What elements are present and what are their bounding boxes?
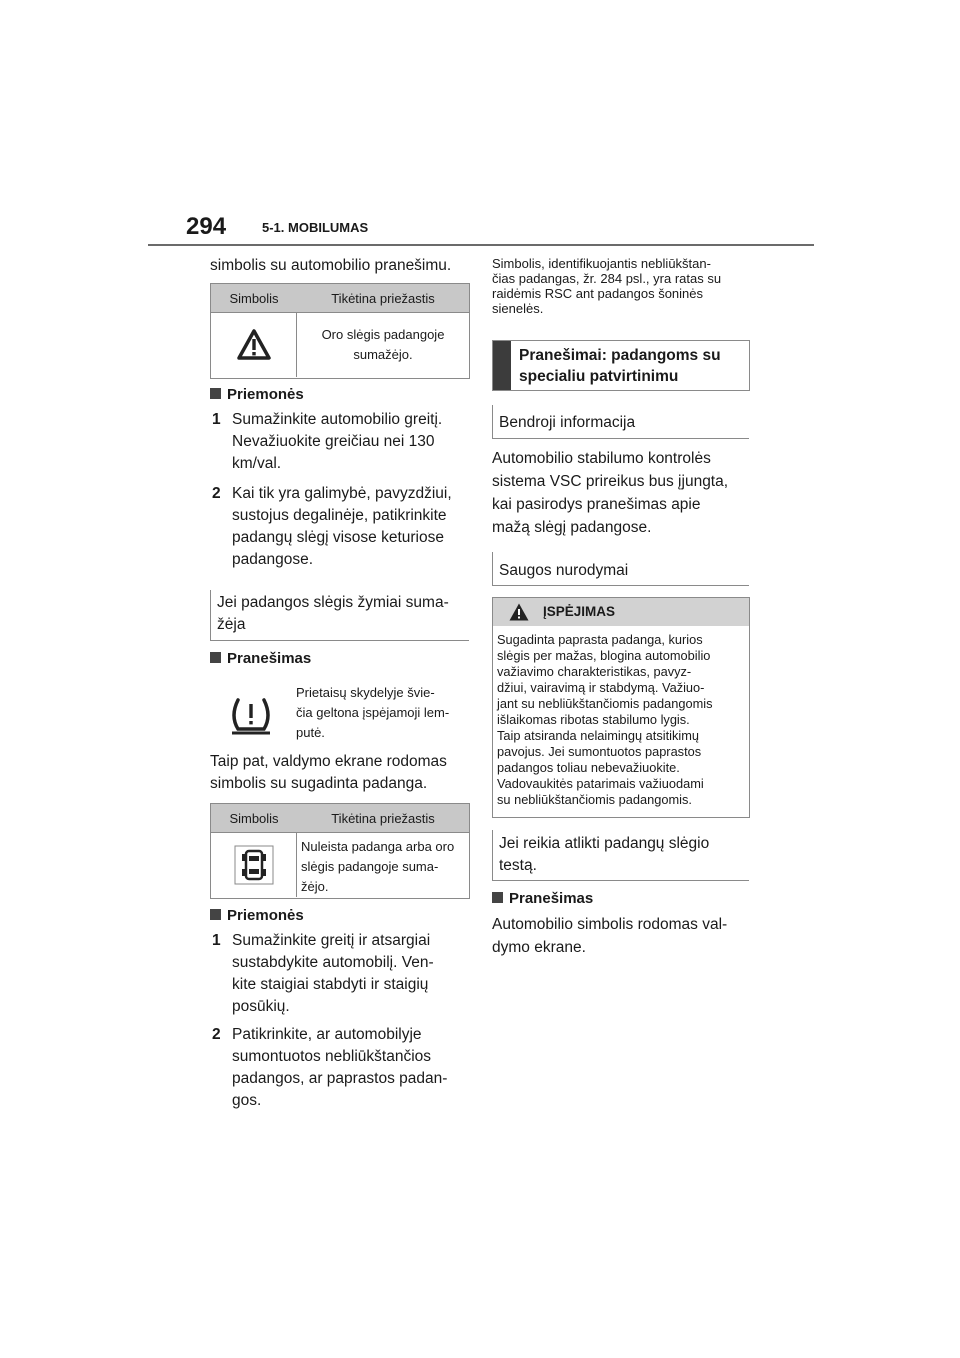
- pressure-test-title: [499, 833, 709, 877]
- warning-line: slėgis per mažas, blogina automobilio: [497, 648, 711, 663]
- step-line: Nevažiuokite greičiau nei 130: [232, 433, 435, 450]
- symbol-table-1: [210, 283, 470, 379]
- warning-header: [493, 598, 749, 626]
- section-title: 5-1. MOBILUMAS: [262, 220, 369, 235]
- paragraph-line: Automobilio simbolis rodomas val-: [492, 916, 728, 933]
- symbol-table-2: [210, 803, 470, 899]
- bullet-square: [210, 652, 221, 663]
- rsc-intro: [492, 256, 721, 316]
- symbol-cell: [211, 833, 297, 897]
- warning-line: važiavimo charakteristikas, pavyz-: [497, 664, 692, 679]
- measures-heading: [210, 386, 304, 403]
- step-1: [212, 930, 472, 1022]
- measures-heading-text: Priemonės: [227, 386, 304, 403]
- message-line: putė.: [296, 725, 325, 740]
- intro-line: simbolis su automobilio pranešimu.: [210, 257, 452, 274]
- paragraph-line: sienelės.: [492, 301, 544, 316]
- message-heading: [492, 890, 593, 907]
- bullet-square: [210, 388, 221, 399]
- title-line: Jei padangos slėgis žymiai suma-: [217, 594, 449, 611]
- section-bar: [493, 341, 511, 390]
- section-title-box: [492, 340, 750, 391]
- warning-line: Vadovaukitės patarimais važiuodami: [497, 776, 704, 791]
- paragraph-line: kai pasirodys pranešimas apie: [492, 496, 701, 513]
- step-line: padangos, ar paprastos padan-: [232, 1070, 448, 1087]
- symbol-cell: [211, 313, 297, 377]
- paragraph-line: čias padangas, žr. 284 psl., yra ratas su: [492, 271, 722, 286]
- message-text: [296, 683, 449, 743]
- subsection-box: [210, 590, 469, 641]
- warning-line: džiui, vairavimą ir stabdymą. Važiuo-: [497, 680, 705, 695]
- warning-title: ĮSPĖJIMAS: [543, 604, 616, 619]
- col-symbol-header: Simbolis: [229, 290, 279, 306]
- message-paragraph: [492, 913, 727, 959]
- table-row: [211, 832, 469, 897]
- warning-line: išlaikomas ribotas stabilumo lygis.: [497, 712, 690, 727]
- step-line: Patikrinkite, ar automobilyje: [232, 1026, 422, 1043]
- paragraph-line: Taip pat, valdymo ekrane rodomas: [210, 753, 447, 770]
- warning-line: padangos toliau nebevažiuokite.: [497, 760, 680, 775]
- step-text: [232, 409, 468, 475]
- step-number: 1: [212, 932, 221, 949]
- step-line: padangų slėgį visose keturiose: [232, 529, 444, 546]
- measures-heading: [210, 907, 304, 924]
- general-info-title: Bendroji informacija: [499, 414, 636, 431]
- header-rule: [148, 244, 814, 246]
- warning-line: pavojus. Jei sumontuotos paprastos: [497, 744, 702, 759]
- message-line: čia geltona įspėjamoji lem-: [296, 705, 450, 720]
- paragraph-line: raidėmis RSC ant padangos šoninės: [492, 286, 704, 301]
- step-line: sumontuotos nebliūkštančios: [232, 1048, 432, 1065]
- step-line: gos.: [232, 1092, 262, 1109]
- step-line: km/val.: [232, 455, 282, 472]
- warning-triangle-icon: [237, 329, 271, 361]
- step-number: 2: [212, 485, 221, 502]
- measures-heading-text: Priemonės: [227, 907, 304, 924]
- warning-line: Sugadinta paprasta padanga, kurios: [497, 632, 703, 647]
- step-2: [212, 1024, 472, 1116]
- page-number: 294: [186, 213, 227, 240]
- pressure-test-box: [492, 830, 749, 881]
- step-line: sustabdykite automobilį. Ven-: [232, 954, 434, 971]
- step-line: Sumažinkite greitį ir atsargiai: [232, 932, 431, 949]
- step-line: posūkių.: [232, 998, 290, 1015]
- step-text: [232, 930, 468, 1018]
- also-paragraph: [210, 751, 447, 795]
- col-symbol-header: Simbolis: [229, 810, 279, 826]
- warning-triangle-icon: [509, 603, 529, 621]
- table-row: [211, 312, 469, 377]
- paragraph-line: mažą slėgį padangose.: [492, 519, 652, 536]
- message-heading-text: Pranešimas: [227, 650, 312, 667]
- table-header: [211, 804, 469, 832]
- step-line: padangose.: [232, 551, 314, 568]
- cause-line: Nuleista padanga arba oro: [301, 839, 455, 854]
- title-line: žėja: [217, 616, 246, 633]
- warning-line: Taip atsiranda nelaimingų atsitikimų: [497, 728, 700, 743]
- general-info-box: [492, 405, 749, 439]
- col-cause-header: Tikėtina priežastis: [331, 810, 435, 826]
- step-line: Kai tik yra galimybė, pavyzdžiui,: [232, 485, 452, 502]
- cause-cell: [297, 313, 469, 377]
- step-line: kite staigiai stabdyti ir staigių: [232, 976, 429, 993]
- message-line: Prietaisų skydelyje švie-: [296, 685, 435, 700]
- message-heading: [210, 650, 311, 667]
- tire-pressure-warning-icon: [228, 696, 274, 741]
- step-2: [212, 483, 472, 575]
- car-flat-tire-icon: [234, 845, 274, 885]
- paragraph-line: Simbolis, identifikuojantis nebliūkštan-: [492, 256, 711, 271]
- cause-cell: [297, 833, 469, 897]
- title-line: specialiu patvirtinimu: [519, 368, 679, 385]
- safety-notes-title: Saugos nurodymai: [499, 562, 629, 579]
- step-number: 1: [212, 411, 221, 428]
- paragraph-line: Automobilio stabilumo kontrolės: [492, 450, 711, 467]
- step-line: Sumažinkite automobilio greitį.: [232, 411, 443, 428]
- paragraph-line: simbolis su sugadinta padanga.: [210, 775, 428, 792]
- step-1: [212, 409, 472, 479]
- bullet-square: [210, 909, 221, 920]
- warning-line: su nebliūkštančiomis padangomis.: [497, 792, 692, 807]
- table-header: [211, 284, 469, 312]
- title-line: Jei reikia atlikti padangų slėgio: [499, 835, 710, 852]
- paragraph-line: dymo ekrane.: [492, 939, 586, 956]
- warning-text: [497, 632, 713, 808]
- step-text: [232, 483, 468, 571]
- step-line: sustojus degalinėje, patikrinkite: [232, 507, 447, 524]
- paragraph-line: sistema VSC prireikus bus įjungta,: [492, 473, 729, 490]
- step-number: 2: [212, 1026, 221, 1043]
- cause-line: slėgis padangoje suma-: [301, 859, 439, 874]
- cause-line: Oro slėgis padangoje: [321, 327, 445, 342]
- bullet-square: [492, 892, 503, 903]
- title-line: Pranešimai: padangoms su: [519, 347, 721, 364]
- vsc-paragraph: [492, 447, 728, 539]
- warning-box: [492, 597, 750, 818]
- step-text: [232, 1024, 468, 1112]
- safety-notes-box: [492, 552, 749, 586]
- title-line: testą.: [499, 857, 537, 874]
- cause-line: žėjo.: [301, 879, 329, 894]
- subsection-title: [217, 592, 449, 636]
- warning-line: jant su nebliūkštančiomis padangomis: [497, 696, 713, 711]
- section-title: [519, 345, 721, 387]
- cause-line: sumažėjo.: [353, 347, 413, 362]
- message-heading-text: Pranešimas: [509, 890, 594, 907]
- col-cause-header: Tikėtina priežastis: [331, 290, 435, 306]
